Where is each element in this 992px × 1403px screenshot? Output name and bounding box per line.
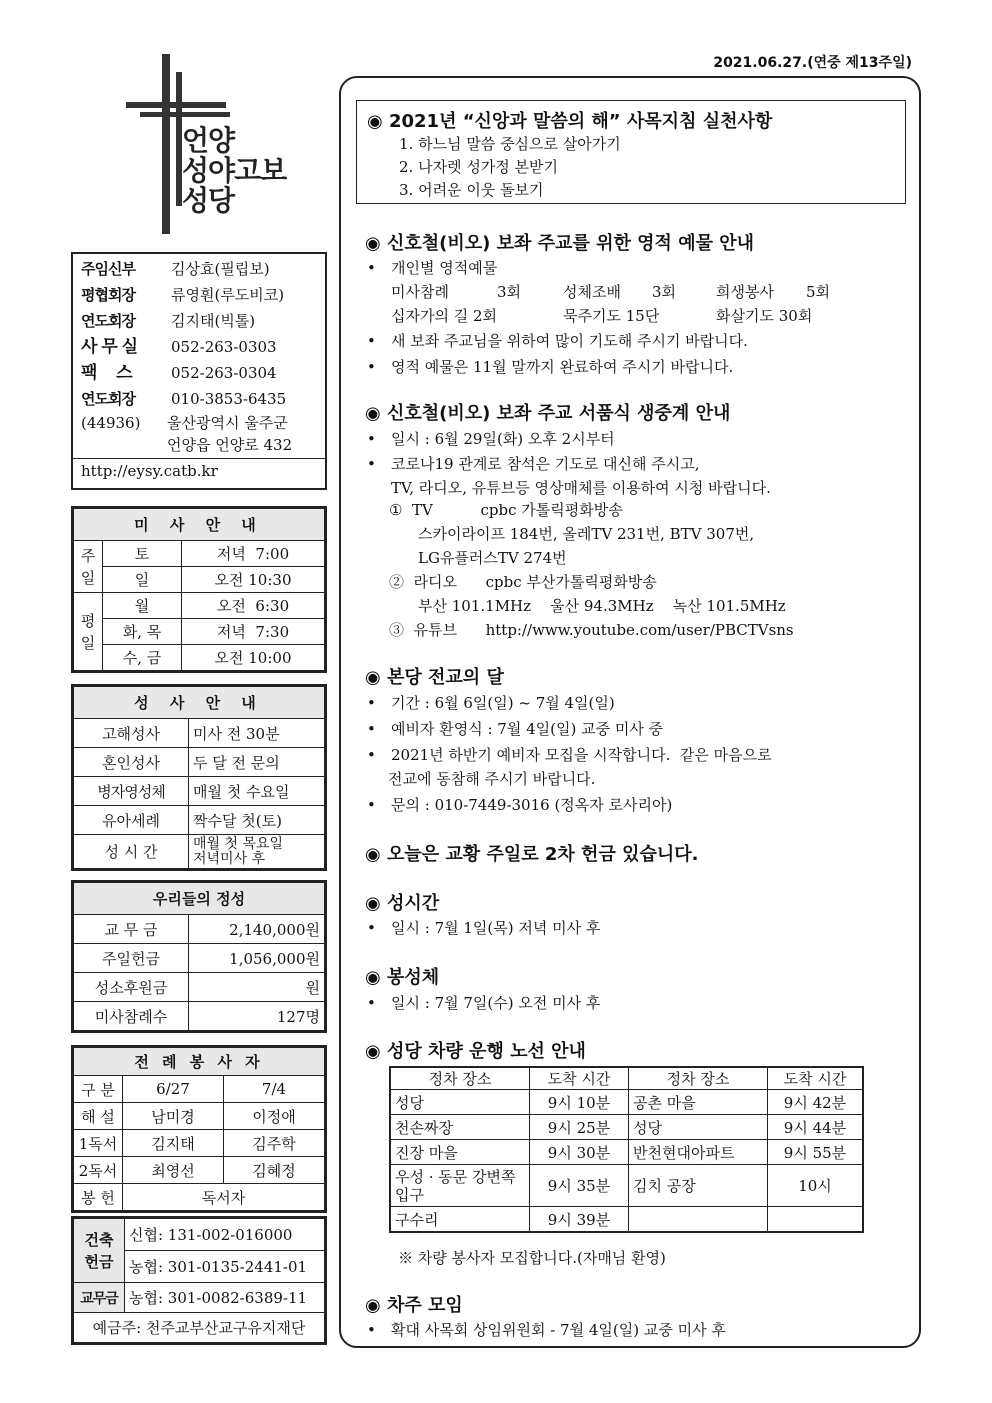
section-title: ◉ 본당 전교의 달 (365, 667, 504, 688)
contact-value: 052-263-0303 (171, 338, 277, 356)
contact-key: 연도회장 (81, 390, 135, 408)
text-line: LG유플러스TV 274번 (418, 549, 567, 567)
liturgy-head: 7/4 (224, 1076, 325, 1103)
text-line: ② 라디오 cpbc 부산가톨릭평화방송 (389, 573, 657, 591)
text-line: 십자가의 길 2회 (391, 307, 498, 325)
bus-head: 도착 시간 (768, 1067, 864, 1090)
liturgy-title: 전 례 봉 사 자 (74, 1048, 325, 1076)
liturgy-person: 이정애 (224, 1103, 325, 1130)
address-line-1: 울산광역시 울주군 (167, 414, 288, 432)
bank-account: 농협: 301-0082-6389-11 (125, 1283, 325, 1313)
bank-box (71, 1216, 327, 1345)
youtube-link[interactable]: ③ 유튜브 http://www.youtube.com/user/PBCTVsns (389, 621, 794, 639)
sacrament-value: 짝수달 첫(토) (189, 806, 325, 835)
bus-time: 9시 55분 (768, 1140, 864, 1165)
address (73, 412, 325, 456)
contact-value: 김지태(빅톨) (171, 312, 256, 330)
liturgy-role: 해 설 (74, 1103, 123, 1130)
sacrament-value: 미사 전 30분 (189, 719, 325, 748)
mass-day: 수, 금 (103, 645, 182, 671)
weekend-label: 주일 (74, 541, 103, 593)
contact-key: 평협회장 (81, 286, 135, 304)
offering-value: 1,056,000원 (189, 944, 325, 973)
offering-value: 원 (189, 973, 325, 1002)
contact-key: 팩 스 (81, 363, 132, 383)
offering-table (73, 882, 325, 1031)
bus-stop: 성당 (629, 1115, 768, 1140)
sacrament-box (71, 684, 327, 871)
sacrament-name: 유아세례 (74, 806, 189, 835)
bus-stop: 진장 마을 (390, 1140, 530, 1165)
bus-time: 9시 10분 (530, 1090, 629, 1115)
section-title: ◉ 신호철(비오) 보좌 주교를 위한 영적 예물 안내 (365, 233, 755, 254)
offering-name: 미사참례수 (74, 1002, 189, 1031)
contact-row (73, 256, 325, 282)
offering-name: 주일헌금 (74, 944, 189, 973)
sacrament-name: 병자영성체 (74, 777, 189, 806)
liturgy-person: 김주학 (224, 1130, 325, 1157)
bulletin-date: 2021.06.27.(연중 제13주일) (713, 55, 912, 71)
bus-time: 9시 25분 (530, 1115, 629, 1140)
sacrament-table (73, 686, 325, 869)
text-line: • 새 보좌 주교님을 위하여 많이 기도해 주시기 바랍니다. (367, 332, 748, 350)
text-line: TV, 라디오, 유튜브등 영상매체를 이용하여 시청 바랍니다. (391, 479, 771, 497)
text-line: 5회 (806, 283, 831, 301)
section-title: ◉ 신호철(비오) 보좌 주교 서품식 생중계 안내 (365, 403, 731, 424)
zip-code: (44936) (81, 414, 141, 432)
vision-item: 2. 나자렛 성가정 본받기 (399, 158, 559, 176)
mass-schedule-box (71, 506, 327, 673)
website-link[interactable]: http://eysy.catb.kr (73, 458, 325, 483)
liturgy-head: 구 분 (74, 1076, 123, 1103)
vision-box (356, 100, 906, 204)
contact-value: 052-263-0304 (171, 364, 277, 382)
bus-time: 9시 35분 (530, 1165, 629, 1207)
mass-title: 미 사 안 내 (74, 509, 325, 541)
text-line: • 문의 : 010-7449-3016 (정옥자 로사리아) (367, 796, 673, 814)
bus-route-table-wrap (389, 1066, 864, 1233)
contact-value: 010-3853-6435 (171, 390, 287, 408)
bus-stop: 구수리 (390, 1207, 530, 1233)
liturgy-person: 남미경 (123, 1103, 224, 1130)
bank-account: 신협: 131-002-016000 (125, 1219, 325, 1251)
bus-route-table (389, 1066, 864, 1233)
mass-time: 오전 6:30 (182, 593, 325, 619)
liturgy-role: 1독서 (74, 1130, 123, 1157)
sacrament-value: 두 달 전 문의 (189, 748, 325, 777)
account-holder: 예금주: 천주교부산교구유지재단 (74, 1313, 325, 1343)
bank-account: 농협: 301-0135-2441-01 (125, 1251, 325, 1283)
text-line: • 2021년 하반기 예비자 모집을 시작합니다. 같은 마음으로 (367, 746, 772, 764)
text-line: 3회 (652, 283, 677, 301)
mass-time: 오전 10:00 (182, 645, 325, 671)
sacrament-title: 성 사 안 내 (74, 687, 325, 719)
bank-table (73, 1218, 325, 1343)
offering-box (71, 880, 327, 1033)
logo-line-2: 성야고보 (182, 154, 287, 187)
liturgy-person: 최영선 (123, 1157, 224, 1184)
weekday-label: 평일 (74, 593, 103, 671)
text-line: • 개인별 영적예물 (367, 259, 498, 277)
offering-name: 성소후원금 (74, 973, 189, 1002)
sacrament-name: 성 시 간 (74, 835, 189, 869)
text-line: • 일시 : 7월 7일(수) 오전 미사 후 (367, 994, 601, 1012)
sacrament-name: 고해성사 (74, 719, 189, 748)
mass-table (73, 508, 325, 671)
vision-item: 3. 어려운 이웃 돌보기 (399, 181, 544, 199)
mass-day: 월 (103, 593, 182, 619)
liturgy-role: 봉 헌 (74, 1184, 123, 1211)
liturgy-person: 독서자 (123, 1184, 325, 1211)
offering-value: 127명 (189, 1002, 325, 1031)
liturgy-person: 김혜정 (224, 1157, 325, 1184)
text-line: • 예비자 환영식 : 7월 4일(일) 교중 미사 중 (367, 720, 664, 738)
contact-key: 사 무 실 (81, 337, 138, 357)
contact-value: 류영훤(루도비코) (171, 286, 285, 304)
sacrament-value: 매월 첫 목요일 저녁미사 후 (189, 835, 325, 869)
bus-stop: 공촌 마을 (629, 1090, 768, 1115)
section-title: ◉ 봉성체 (365, 967, 440, 988)
text-line: • 일시 : 6월 29일(화) 오후 2시부터 (367, 430, 615, 448)
section-title: ◉ 성당 차량 운행 노선 안내 (365, 1041, 586, 1062)
mass-day: 토 (103, 541, 182, 567)
text-line: 부산 101.1MHz 울산 94.3MHz 녹산 101.5MHz (418, 597, 786, 615)
mass-day: 화, 목 (103, 619, 182, 645)
bus-head: 도착 시간 (530, 1067, 629, 1090)
text-line: • 코로나19 관계로 참석은 기도로 대신해 주시고, (367, 455, 700, 473)
liturgy-box (71, 1045, 327, 1213)
contact-key: 연도회장 (81, 312, 135, 330)
section-title: ◉ 오늘은 교황 주일로 2차 헌금 있습니다. (365, 844, 699, 865)
bus-stop: 천손짜장 (390, 1115, 530, 1140)
text-line: 화살기도 30회 (716, 307, 813, 325)
bus-stop (629, 1207, 768, 1233)
bus-head: 정차 장소 (629, 1067, 768, 1090)
build-fund-label: 건축헌금 (74, 1219, 125, 1283)
mass-time: 저녁 7:00 (182, 541, 325, 567)
contact-row (73, 282, 325, 308)
text-line: • 영적 예물은 11월 말까지 완료하여 주시기 바랍니다. (367, 358, 734, 376)
offering-name: 교 무 금 (74, 915, 189, 944)
section-title: ◉ 차주 모임 (365, 1295, 463, 1316)
text-line: ① TV cpbc 가톨릭평화방송 (389, 501, 623, 519)
contact-row (73, 308, 325, 334)
vision-item: 1. 하느님 말씀 중심으로 살아가기 (399, 135, 621, 153)
logo-line-3: 성당 (182, 184, 235, 217)
contact-key: 주임신부 (81, 260, 135, 278)
text-line: 미사참례 (391, 283, 449, 301)
contact-row (73, 360, 325, 386)
volunteer-note: ※ 차량 봉사자 모집합니다.(자매님 환영) (398, 1249, 666, 1267)
bus-stop: 김치 공장 (629, 1165, 768, 1207)
bus-time: 9시 30분 (530, 1140, 629, 1165)
sacrament-name: 혼인성사 (74, 748, 189, 777)
contact-value: 김상효(필립보) (171, 260, 270, 278)
contact-row (73, 386, 325, 412)
contact-row (73, 334, 325, 360)
mass-time: 저녁 7:30 (182, 619, 325, 645)
mass-time: 오전 10:30 (182, 567, 325, 593)
text-line: 성체조배 (563, 283, 621, 301)
text-line: 묵주기도 15단 (563, 307, 660, 325)
bus-time: 9시 44분 (768, 1115, 864, 1140)
liturgy-role: 2독서 (74, 1157, 123, 1184)
logo-line-1: 언양 (182, 124, 235, 157)
liturgy-head: 6/27 (123, 1076, 224, 1103)
bus-time: 9시 39분 (530, 1207, 629, 1233)
liturgy-person: 김지태 (123, 1130, 224, 1157)
bus-stop: 성당 (390, 1090, 530, 1115)
bus-time: 10시 (768, 1165, 864, 1207)
text-line: • 기간 : 6월 6일(일) ~ 7월 4일(일) (367, 694, 615, 712)
mass-day: 일 (103, 567, 182, 593)
bus-head: 정차 장소 (390, 1067, 530, 1090)
offering-value: 2,140,000원 (189, 915, 325, 944)
text-line: 3회 (497, 283, 522, 301)
contact-box (71, 252, 327, 490)
text-line: • 일시 : 7월 1일(목) 저녁 미사 후 (367, 919, 601, 937)
section-title: ◉ 성시간 (365, 893, 440, 914)
liturgy-table (73, 1047, 325, 1211)
bus-time: 9시 42분 (768, 1090, 864, 1115)
bus-stop: 반천현대아파트 (629, 1140, 768, 1165)
bus-stop: 우성 · 동문 강변쪽 입구 (390, 1165, 530, 1207)
text-line: 전교에 동참해 주시기 바랍니다. (388, 770, 596, 788)
offering-title: 우리들의 정성 (74, 883, 325, 915)
tithe-label: 교무금 (74, 1283, 125, 1313)
bus-time (768, 1207, 864, 1233)
parish-logo (124, 52, 324, 242)
vision-title: ◉ 2021년 “신앙과 말씀의 해” 사목지침 실천사항 (367, 111, 773, 132)
sacrament-value: 매월 첫 수요일 (189, 777, 325, 806)
text-line: 스카이라이프 184번, 올레TV 231번, BTV 307번, (418, 525, 755, 543)
text-line: 희생봉사 (716, 283, 774, 301)
address-line-2: 언양읍 언양로 432 (167, 436, 293, 454)
text-line: • 확대 사목회 상임위원회 - 7월 4일(일) 교중 미사 후 (367, 1321, 726, 1339)
